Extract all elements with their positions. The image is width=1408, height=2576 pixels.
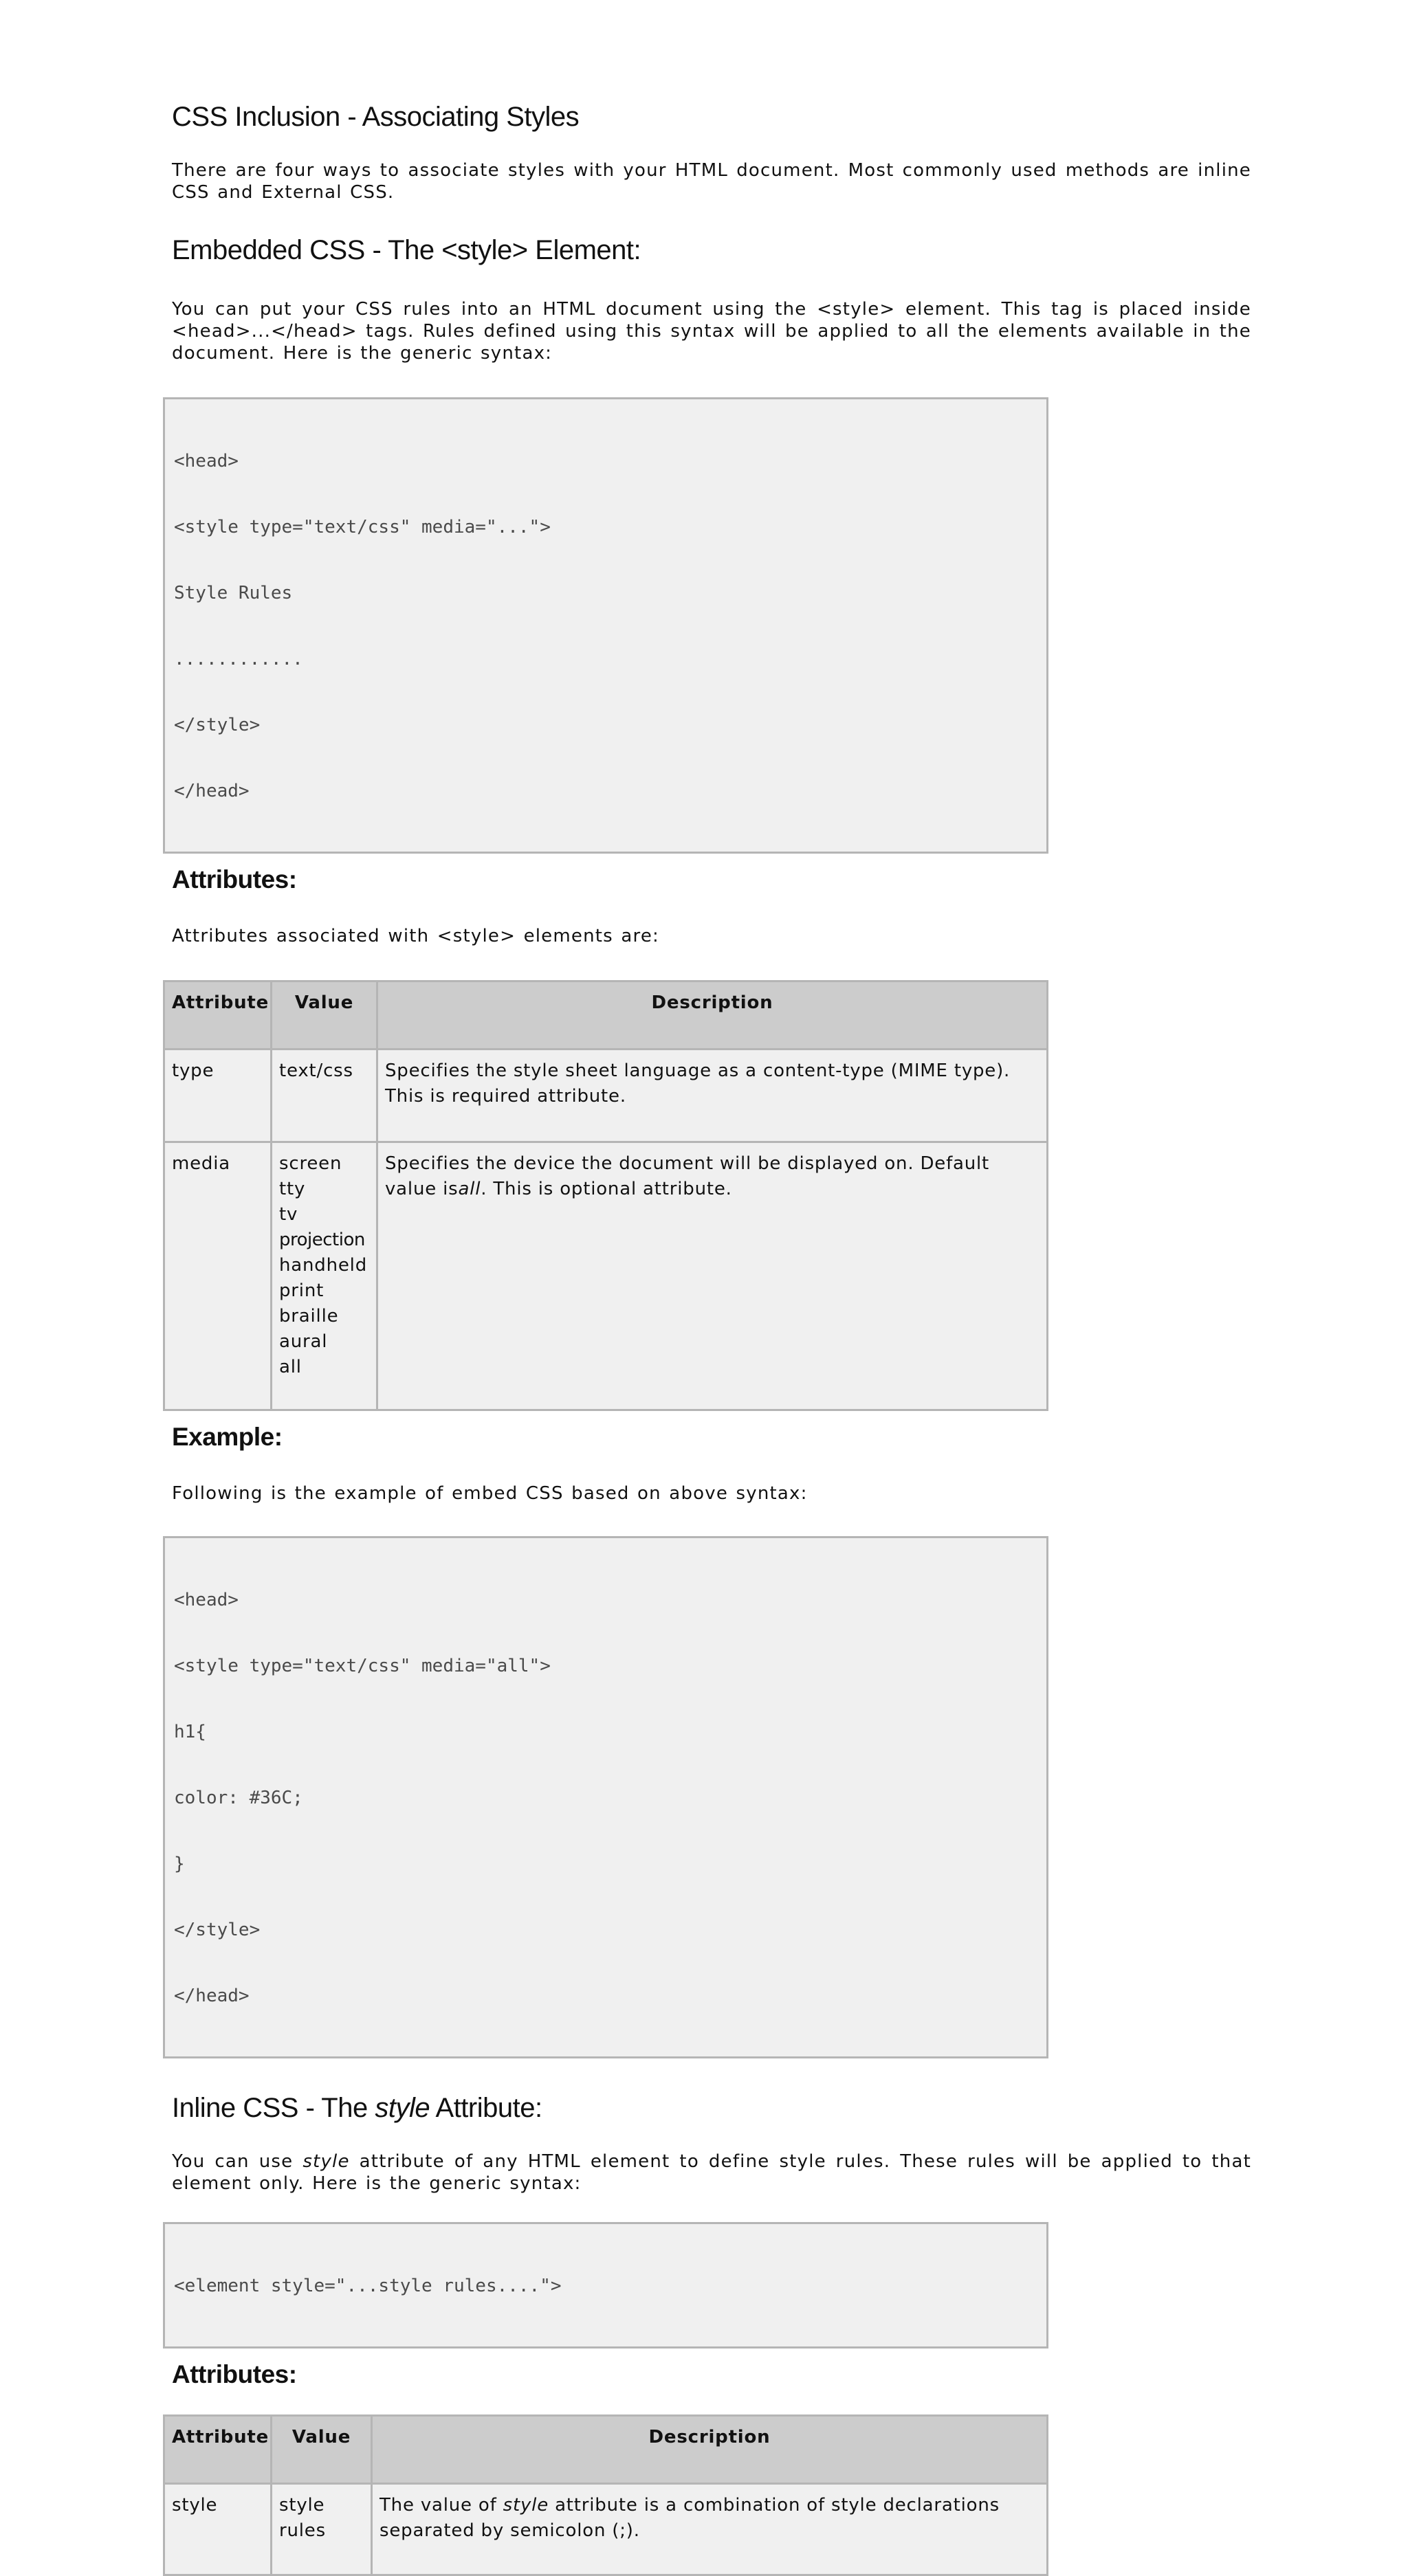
description-text: Specifies the device the document will be displayed on. Default value is [385,1153,990,1199]
heading-emphasis: style [375,2093,430,2123]
column-header-value: Value [272,2416,372,2484]
inline-css-paragraph [172,2151,1251,2195]
code-line: <head> [174,451,239,471]
value-item: rules [279,2520,326,2541]
value-item: projection [279,1230,365,1250]
value-item: print [279,1280,324,1301]
value-cell [272,1142,377,1410]
table-header-row [164,981,1048,1050]
code-line: <style type="text/css" media="..."> [174,517,551,537]
description-text: . This is optional attribute. [481,1179,732,1199]
code-line: </style> [174,715,261,735]
code-line: color: #36C; [174,1788,303,1808]
value-cell: text/css [272,1050,377,1142]
description-cell [377,1142,1048,1410]
value-item: handheld [279,1255,367,1276]
column-header-attribute: Attribute [164,2416,272,2484]
intro-paragraph: There are four ways to associate styles with your HTML document. Most commonly used methods are inline CSS and External CSS. [172,160,1251,203]
code-line: <style type="text/css" media="all"> [174,1656,551,1676]
value-item: screen [279,1153,342,1174]
column-header-attribute: Attribute [164,981,272,1050]
attribute-cell: media [164,1142,272,1410]
heading-text: Attribute: [430,2093,542,2123]
document-page [172,96,1251,2576]
table-row [164,1142,1048,1410]
description-text: attribute is a combination of style declarations separated by semicolon (;). [380,2495,1000,2541]
example-intro: Following is the example of embed CSS based on above syntax: [172,1483,808,1504]
code-line: </style> [174,1920,261,1940]
code-line: ............ [174,649,303,669]
attribute-cell: style [164,2484,272,2575]
description-text: The value of [380,2495,503,2516]
example-code-block [163,1536,1048,2058]
inline-syntax-code-block [163,2222,1048,2349]
code-line: Style Rules [174,583,293,603]
attribute-cell: type [164,1050,272,1142]
table-row [164,2484,1048,2575]
value-item: all [279,1357,302,1377]
code-line: </head> [174,781,250,801]
inline-attributes-table [163,2414,1048,2576]
paragraph-text: You can use [172,2151,303,2172]
table-header-row [164,2416,1048,2484]
value-item: tty [279,1179,306,1199]
value-item: braille [279,1306,339,1326]
code-line: <element style="...style rules...."> [174,2276,562,2296]
column-header-description: Description [372,2416,1048,2484]
column-header-description: Description [377,981,1048,1050]
value-cell [272,2484,372,2575]
description-emphasis: all [458,1179,481,1199]
example-heading: Example: [172,1423,283,1451]
description-cell [372,2484,1048,2575]
column-header-value: Value [272,981,377,1050]
attributes-intro: Attributes associated with <style> elements are: [172,926,659,946]
embedded-css-paragraph: You can put your CSS rules into an HTML document using the <style> element. This tag is placed inside <head>...</head> tags. Rules defined using this syntax will be applied to all the elements available in the document. Here is the generic syntax: [172,299,1251,364]
page-title: CSS Inclusion - Associating Styles [172,102,580,132]
code-line: <head> [174,1590,239,1610]
paragraph-emphasis: style [302,2151,350,2172]
inline-css-heading [172,2089,1251,2127]
inline-attributes-heading: Attributes: [172,2360,297,2388]
style-attributes-table [163,980,1048,1411]
embedded-css-heading: Embedded CSS - The <style> Element: [172,235,641,265]
description-cell: Specifies the style sheet language as a content-type (MIME type). This is required attribute. [377,1050,1048,1142]
code-line: </head> [174,1986,250,2006]
style-syntax-code-block [163,397,1048,854]
attributes-heading: Attributes: [172,865,297,893]
table-row [164,1050,1048,1142]
paragraph-text: attribute of any HTML element to define style rules. These rules will be applied to that element only. Here is the generic syntax: [172,2151,1251,2194]
code-line: h1{ [174,1722,206,1742]
value-item: style [279,2495,325,2516]
value-item: aural [279,1331,328,1352]
heading-text: Inline CSS - The [172,2093,375,2123]
description-emphasis: style [503,2495,549,2516]
value-item: tv [279,1204,298,1225]
code-line: } [174,1854,185,1874]
